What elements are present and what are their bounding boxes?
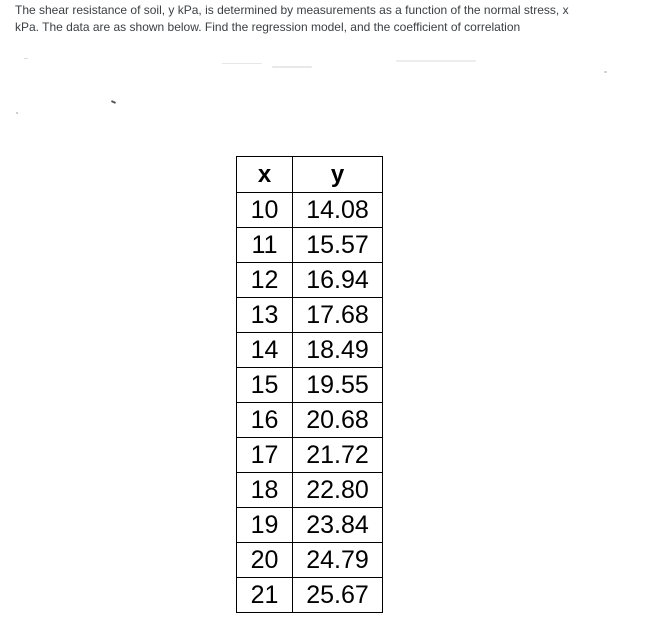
table-header-row [237, 157, 383, 193]
table-row [237, 543, 383, 578]
cell-y: 17.68 [293, 298, 383, 333]
cell-x: 12 [237, 263, 293, 298]
scan-artifact [16, 112, 18, 114]
cell-x: 21 [237, 578, 293, 613]
cell-x: 20 [237, 543, 293, 578]
cell-y: 23.84 [293, 508, 383, 543]
table-row [237, 403, 383, 438]
cell-x: 11 [237, 228, 293, 263]
problem-statement [15, 2, 645, 36]
scan-artifact [604, 71, 607, 73]
table-row [237, 228, 383, 263]
problem-line-1: The shear resistance of soil, y kPa, is determined by measurements as a function of the normal stress, x [15, 3, 569, 17]
scan-artifact [111, 100, 116, 104]
table-row [237, 333, 383, 368]
table-row [237, 438, 383, 473]
cell-x: 10 [237, 193, 293, 228]
cell-x: 18 [237, 473, 293, 508]
cell-x: 15 [237, 368, 293, 403]
table-row [237, 473, 383, 508]
cell-y: 15.57 [293, 228, 383, 263]
table-row [237, 368, 383, 403]
cell-y: 24.79 [293, 543, 383, 578]
cell-y: 22.80 [293, 473, 383, 508]
header-x: x [237, 157, 293, 193]
cell-x: 19 [237, 508, 293, 543]
header-y: y [293, 157, 383, 193]
cell-y: 21.72 [293, 438, 383, 473]
table-row [237, 298, 383, 333]
table-row [237, 263, 383, 298]
cell-y: 25.67 [293, 578, 383, 613]
cell-y: 16.94 [293, 263, 383, 298]
table-row [237, 578, 383, 613]
cell-y: 18.49 [293, 333, 383, 368]
cell-x: 14 [237, 333, 293, 368]
cell-x: 17 [237, 438, 293, 473]
scan-artifact [272, 66, 312, 68]
scan-artifact [24, 58, 28, 59]
scan-artifact [222, 63, 262, 64]
data-table [236, 156, 383, 613]
cell-y: 19.55 [293, 368, 383, 403]
table-row [237, 193, 383, 228]
cell-x: 13 [237, 298, 293, 333]
cell-y: 20.68 [293, 403, 383, 438]
problem-line-2: kPa. The data are as shown below. Find the regression model, and the coefficient of correlation [15, 20, 521, 34]
cell-y: 14.08 [293, 193, 383, 228]
cell-x: 16 [237, 403, 293, 438]
table-row [237, 508, 383, 543]
scan-artifact [396, 60, 476, 62]
